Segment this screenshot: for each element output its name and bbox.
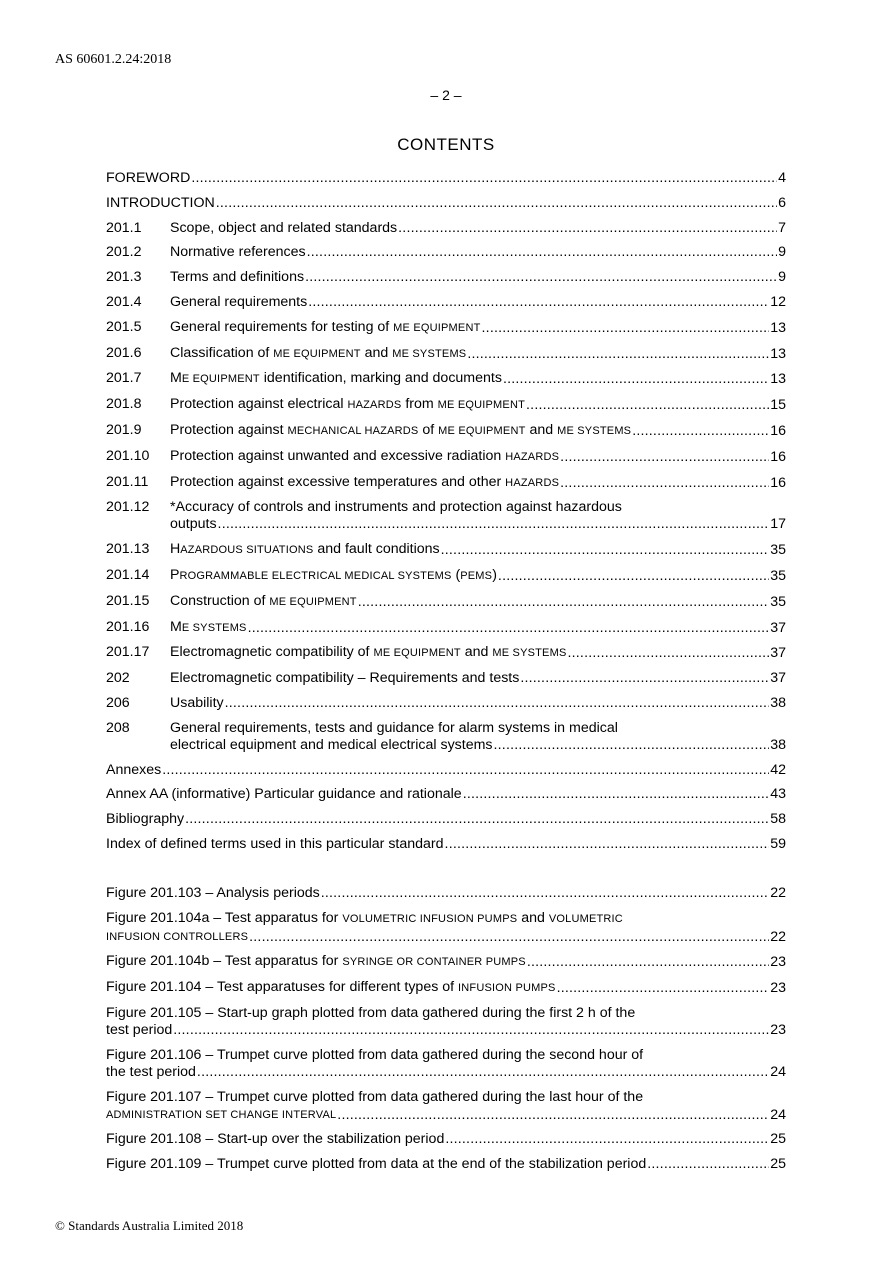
- defined-term: ME SYSTEMS: [557, 424, 632, 437]
- defined-term: PEMS: [460, 569, 493, 582]
- leader-dots: [185, 811, 769, 828]
- leader-dots: [520, 670, 769, 687]
- leader-dots: [526, 397, 769, 414]
- toc-entry-text-line1: *Accuracy of controls and instruments and protection against hazardous: [170, 499, 622, 516]
- toc-page-number: 16: [770, 422, 786, 439]
- toc-entry-clause[interactable]: [106, 422, 786, 440]
- copyright-footer: © Standards Australia Limited 2018: [55, 1218, 244, 1233]
- clause-number: 202: [106, 670, 130, 687]
- text-run: Figure 201.109 – Trumpet curve plotted from data at the end of the stabilization period: [106, 1156, 647, 1173]
- toc-entry-text: [170, 567, 497, 585]
- leader-dots: [441, 542, 770, 559]
- toc-entry-figure[interactable]: [106, 1089, 786, 1124]
- toc-entry-clause[interactable]: [106, 593, 786, 611]
- toc-page-number: 37: [770, 670, 786, 687]
- toc-entry-text: [170, 319, 481, 337]
- toc-entry-clause[interactable]: [106, 541, 786, 559]
- text-run: ): [492, 566, 497, 583]
- toc-entry-text: [106, 953, 526, 971]
- toc-entry-text: [170, 370, 502, 388]
- defined-term: MECHANICAL HAZARDS: [287, 424, 419, 437]
- toc-entry-clause[interactable]: [106, 244, 786, 261]
- toc-entry-clause[interactable]: [106, 644, 786, 662]
- toc-page-number: 22: [770, 928, 786, 945]
- defined-term: E SYSTEMS: [181, 621, 247, 634]
- toc-entry-text: [170, 396, 525, 414]
- text-run: Protection against unwanted and excessive radiation: [170, 447, 506, 464]
- defined-term: VOLUMETRIC: [548, 912, 623, 925]
- toc-page-number: 12: [770, 293, 786, 310]
- toc-page-number: 23: [770, 1021, 786, 1038]
- text-run: and: [517, 909, 549, 926]
- toc-page-number: 13: [770, 345, 786, 362]
- leader-dots: [248, 620, 770, 637]
- defined-term: AZARDOUS SITUATIONS: [180, 544, 314, 557]
- text-run: Protection against excessive temperatures and other: [170, 473, 506, 490]
- table-of-contents: [106, 170, 786, 1181]
- text-run: M: [170, 618, 182, 635]
- defined-term: ME EQUIPMENT: [269, 595, 357, 608]
- toc-entry-text: [170, 345, 466, 363]
- toc-entry-text: [170, 644, 567, 662]
- toc-entry-text: [106, 1131, 444, 1148]
- defined-term: INFUSION CONTROLLERS: [106, 930, 249, 943]
- toc-entry-clause[interactable]: [106, 294, 786, 311]
- leader-dots: [225, 695, 770, 712]
- defined-term: ADMINISTRATION SET CHANGE INTERVAL: [106, 1108, 337, 1121]
- text-run: the test period: [106, 1063, 196, 1080]
- leader-dots: [463, 786, 770, 803]
- toc-page-number: 58: [770, 811, 786, 828]
- leader-dots: [467, 346, 769, 363]
- toc-page-number: 42: [770, 761, 786, 778]
- leader-dots: [337, 1107, 769, 1124]
- toc-entry-text-line1: [106, 910, 786, 928]
- toc-entry-text: [106, 1064, 196, 1081]
- clause-number: 201.17: [106, 644, 150, 661]
- section-gap: [106, 861, 786, 885]
- toc-page-number: 25: [770, 1156, 786, 1173]
- text-run: Terms and definitions: [170, 269, 305, 286]
- clause-number: 201.6: [106, 344, 142, 361]
- toc-page-number: 13: [770, 319, 786, 336]
- toc-entry-text: [170, 244, 306, 261]
- text-run: test period: [106, 1021, 173, 1038]
- toc-page-number: 35: [770, 593, 786, 610]
- toc-entry-clause[interactable]: [106, 619, 786, 637]
- defined-term: ME EQUIPMENT: [273, 347, 361, 360]
- toc-page-number: 17: [770, 516, 786, 533]
- leader-dots: [249, 929, 769, 946]
- toc-entry-clause[interactable]: [106, 396, 786, 414]
- defined-term: VOLUMETRIC INFUSION PUMPS: [342, 912, 518, 925]
- toc-entry-clause[interactable]: [106, 499, 786, 533]
- toc-entry-clause[interactable]: [106, 670, 786, 687]
- toc-entry-figure[interactable]: [106, 910, 786, 946]
- toc-entry-clause[interactable]: [106, 474, 786, 492]
- page-number: – 2 –: [430, 87, 462, 103]
- text-run: Electromagnetic compatibility of: [170, 644, 374, 661]
- toc-page-number: 16: [770, 448, 786, 465]
- toc-entry-clause[interactable]: [106, 448, 786, 466]
- toc-entry-text: [170, 541, 440, 559]
- toc-entry-text: INTRODUCTION: [106, 194, 215, 211]
- toc-entry-text: [170, 670, 519, 687]
- leader-dots: [173, 1022, 769, 1039]
- leader-dots: [321, 885, 769, 902]
- defined-term: HAZARDS: [505, 476, 560, 489]
- toc-entry-clause[interactable]: [106, 220, 786, 237]
- text-run: P: [170, 566, 180, 583]
- text-run: Usability: [170, 694, 224, 711]
- defined-term: ME EQUIPMENT: [438, 424, 526, 437]
- defined-term: SYRINGE OR CONTAINER PUMPS: [342, 956, 526, 969]
- toc-entry-clause[interactable]: [106, 319, 786, 337]
- toc-page-number: 7: [778, 219, 786, 236]
- leader-dots: [305, 269, 777, 286]
- toc-entry-clause[interactable]: [106, 345, 786, 363]
- text-run: General requirements for testing of: [170, 318, 394, 335]
- leader-dots: [445, 836, 770, 853]
- toc-page-number: 24: [770, 1063, 786, 1080]
- toc-entry-figure[interactable]: [106, 1131, 786, 1148]
- toc-entry-text: [106, 1156, 646, 1173]
- leader-dots: [358, 594, 769, 611]
- text-run: electrical equipment and medical electrical systems: [170, 736, 493, 753]
- toc-entry-figure[interactable]: [106, 885, 786, 902]
- defined-term: E EQUIPMENT: [181, 373, 260, 386]
- leader-dots: [308, 294, 769, 311]
- toc-entry-back-matter[interactable]: [106, 811, 786, 828]
- toc-page-number: 22: [770, 884, 786, 901]
- text-run: identification, marking and documents: [259, 370, 502, 387]
- leader-dots: [560, 449, 769, 466]
- clause-number: 201.16: [106, 618, 150, 635]
- toc-entry-text: [106, 1022, 172, 1039]
- toc-page-number: 25: [770, 1131, 786, 1148]
- text-run: Scope, object and related standards: [170, 219, 398, 236]
- text-run: outputs: [170, 516, 217, 533]
- toc-entry-figure[interactable]: [106, 979, 786, 997]
- text-run: Figure 201.104 – Test apparatuses for different types of: [106, 979, 459, 996]
- toc-entry-text: [170, 474, 559, 492]
- clause-number: 201.15: [106, 592, 150, 609]
- toc-entry-text: Annex AA (informative) Particular guidance and rationale: [106, 786, 462, 803]
- leader-dots: [527, 954, 769, 971]
- defined-term: HAZARDS: [505, 450, 560, 463]
- defined-term: ME EQUIPMENT: [373, 647, 461, 660]
- toc-entry-text: [106, 1106, 336, 1124]
- clause-number: 201.1: [106, 219, 142, 236]
- toc-page-number: 43: [770, 786, 786, 803]
- text-run: Classification of: [170, 344, 274, 361]
- clause-number: 201.2: [106, 244, 142, 261]
- text-run: Figure 201.103 – Analysis periods: [106, 884, 320, 901]
- leader-dots: [482, 320, 770, 337]
- text-run: Figure 201.104a – Test apparatus for: [106, 909, 343, 926]
- defined-term: INFUSION PUMPS: [458, 982, 556, 995]
- text-run: and fault conditions: [313, 541, 440, 558]
- toc-entry-text: Bibliography: [106, 811, 185, 828]
- leader-dots: [197, 1064, 769, 1081]
- text-run: Figure 201.108 – Start-up over the stabilization period: [106, 1131, 445, 1148]
- clause-number: 201.3: [106, 269, 142, 286]
- toc-entry-text-line1: General requirements, tests and guidance for alarm systems in medical: [170, 719, 618, 736]
- text-run: M: [170, 370, 182, 387]
- clause-number: 201.9: [106, 421, 142, 438]
- toc-entry-text: [170, 619, 247, 637]
- leader-dots: [632, 423, 769, 440]
- toc-page-number: 23: [770, 980, 786, 997]
- toc-entry-text: [170, 269, 304, 286]
- leader-dots: [557, 980, 770, 997]
- toc-entry-clause[interactable]: [106, 695, 786, 712]
- clause-number: 201.14: [106, 566, 150, 583]
- text-run: of: [418, 421, 439, 438]
- toc-entry-text: Index of defined terms used in this particular standard: [106, 835, 444, 852]
- toc-entry-text: FOREWORD: [106, 170, 191, 186]
- toc-entry-text-line1: Figure 201.106 – Trumpet curve plotted from data gathered during the second hour of: [106, 1046, 644, 1063]
- leader-dots: [498, 568, 769, 585]
- text-run: Protection against electrical: [170, 396, 348, 413]
- toc-entry-text: [106, 928, 248, 946]
- leader-dots: [398, 220, 777, 237]
- clause-number: 206: [106, 694, 130, 711]
- defined-term: ME SYSTEMS: [392, 347, 467, 360]
- defined-term: ME SYSTEMS: [492, 647, 567, 660]
- leader-dots: [216, 195, 777, 212]
- leader-dots: [560, 475, 769, 492]
- defined-term: ME EQUIPMENT: [437, 399, 526, 412]
- toc-page-number: 23: [770, 954, 786, 971]
- toc-page-number: 37: [770, 645, 786, 662]
- leader-dots: [218, 516, 770, 533]
- defined-term: HAZARDS: [347, 399, 402, 412]
- leader-dots: [307, 244, 777, 261]
- leader-dots: [647, 1156, 769, 1173]
- toc-entry-text: [170, 294, 307, 311]
- toc-entry-clause[interactable]: [106, 720, 786, 754]
- toc-entry-text: [170, 737, 493, 754]
- toc-page-number: 59: [770, 835, 786, 852]
- toc-entry-figure[interactable]: [106, 1156, 786, 1173]
- toc-entry-back-matter[interactable]: [106, 762, 786, 779]
- toc-entry-text: [170, 516, 217, 533]
- leader-dots: [503, 371, 769, 388]
- toc-entry-text-line1: Figure 201.107 – Trumpet curve plotted from data gathered during the last hour of the: [106, 1088, 644, 1105]
- leader-dots: [494, 737, 770, 754]
- text-run: from: [401, 396, 438, 413]
- text-run: H: [170, 541, 181, 558]
- toc-entry-text: [170, 422, 631, 440]
- text-run: Construction of: [170, 592, 270, 609]
- toc-page-number: 38: [770, 736, 786, 753]
- clause-number: 201.13: [106, 541, 150, 558]
- clause-number: 201.10: [106, 447, 150, 464]
- leader-dots: [568, 645, 770, 662]
- toc-page-number: 4: [778, 170, 786, 186]
- text-run: and: [360, 344, 393, 361]
- toc-entry-text: [170, 695, 224, 712]
- toc-entry-foreword[interactable]: [106, 170, 786, 187]
- toc-entry-figure[interactable]: [106, 953, 786, 971]
- document-identifier: AS 60601.2.24:2018: [55, 52, 172, 67]
- toc-page-number: 13: [770, 371, 786, 388]
- clause-number: 201.5: [106, 318, 142, 335]
- toc-page-number: 16: [770, 474, 786, 491]
- toc-entry-back-matter[interactable]: [106, 786, 786, 803]
- defined-term: ME EQUIPMENT: [393, 321, 481, 334]
- text-run: and: [460, 644, 493, 661]
- text-run: Figure 201.104b – Test apparatus for: [106, 953, 343, 970]
- toc-page-number: 24: [770, 1106, 786, 1123]
- toc-entry-text-line1: Figure 201.105 – Start-up graph plotted from data gathered during the first 2 h of the: [106, 1004, 636, 1021]
- clause-number: 208: [106, 719, 130, 736]
- toc-page-number: 9: [778, 269, 786, 286]
- leader-dots: [191, 170, 777, 187]
- toc-entry-text: [106, 979, 556, 997]
- defined-term: ROGRAMMABLE ELECTRICAL MEDICAL SYSTEMS: [179, 569, 452, 582]
- text-run: Protection against: [170, 421, 288, 438]
- toc-entry-text: [106, 885, 320, 902]
- contents-heading: CONTENTS: [397, 135, 495, 154]
- toc-entry-text: [170, 593, 357, 611]
- toc-page-number: 35: [770, 567, 786, 584]
- clause-number: 201.8: [106, 396, 142, 413]
- text-run: Normative references: [170, 244, 306, 261]
- toc-entry-introduction[interactable]: [106, 195, 786, 212]
- toc-entry-clause[interactable]: [106, 370, 786, 388]
- toc-entry-back-matter[interactable]: [106, 836, 786, 853]
- toc-entry-clause[interactable]: [106, 567, 786, 585]
- toc-entry-text: Annexes: [106, 761, 162, 778]
- leader-dots: [445, 1131, 769, 1148]
- clause-number: 201.11: [106, 473, 149, 490]
- toc-entry-text: [170, 220, 397, 237]
- toc-entry-figure[interactable]: [106, 1005, 786, 1039]
- clause-number: 201.4: [106, 293, 142, 310]
- toc-page-number: 38: [770, 694, 786, 711]
- text-run: (: [451, 566, 461, 583]
- text-run: General requirements: [170, 293, 308, 310]
- toc-page-number: 6: [778, 194, 786, 211]
- text-run: Electromagnetic compatibility – Requirements and tests: [170, 670, 520, 687]
- clause-number: 201.7: [106, 370, 142, 387]
- toc-page-number: 35: [770, 542, 786, 559]
- toc-page-number: 15: [770, 397, 786, 414]
- toc-entry-figure[interactable]: [106, 1047, 786, 1081]
- toc-page-number: 9: [778, 244, 786, 261]
- toc-page-number: 37: [770, 619, 786, 636]
- text-run: and: [525, 421, 558, 438]
- clause-number: 201.12: [106, 499, 150, 516]
- toc-entry-text: [170, 448, 559, 466]
- toc-entry-clause[interactable]: [106, 269, 786, 286]
- leader-dots: [162, 762, 769, 779]
